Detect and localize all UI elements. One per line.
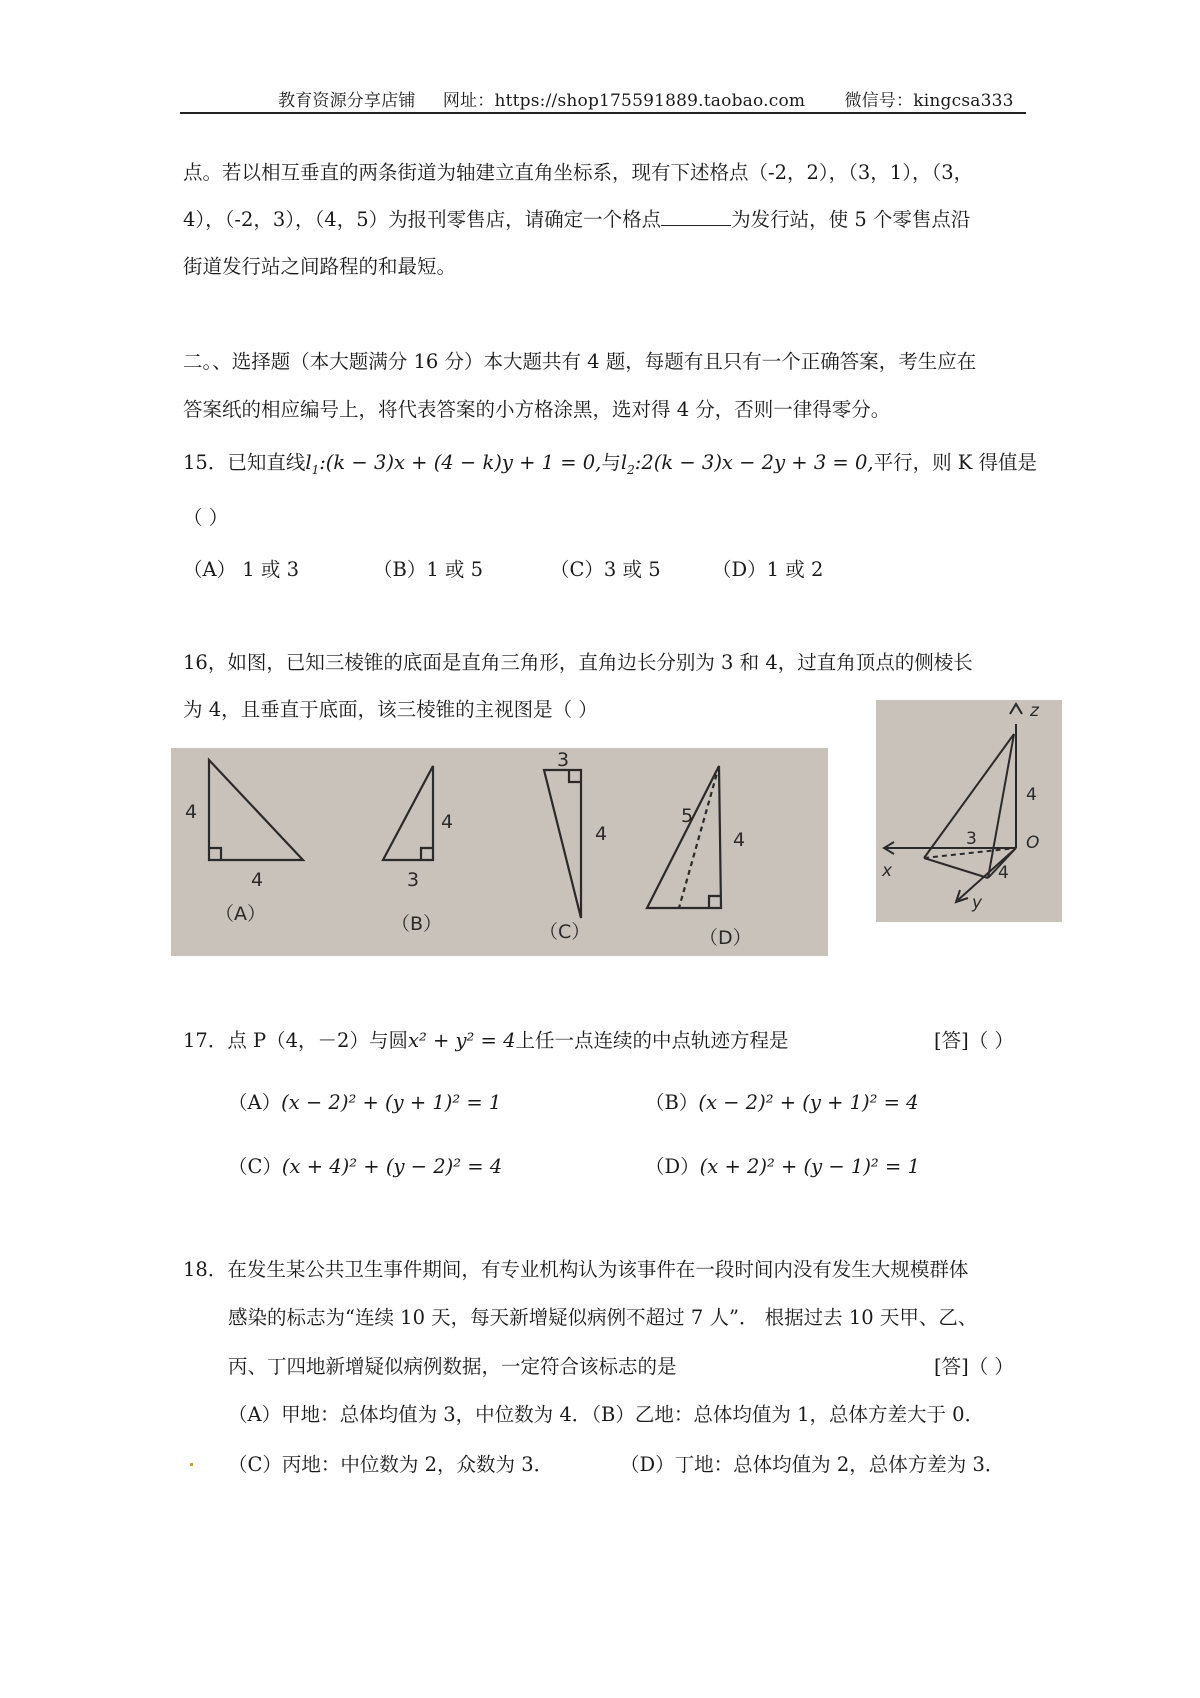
q15-answer-paren: （ ） bbox=[183, 506, 229, 529]
wechat-label: 微信号： bbox=[844, 91, 914, 111]
b-choice-label: （B） bbox=[391, 913, 443, 935]
section2-line-2: 答案纸的相应编号上，将代表答案的小方格涂黑，选对得 4 分，否则一律得零分。 bbox=[183, 398, 891, 421]
d-hyp-label: 5 bbox=[681, 805, 694, 827]
right-angle-c bbox=[569, 770, 581, 782]
q16-line-1: 16，如图，已知三棱锥的底面是直角三角形，直角边长分别为 3 和 4，过直角顶点的侧棱长 bbox=[183, 651, 973, 674]
shop-name: 教育资源分享店铺 bbox=[278, 91, 416, 111]
a-side-label: 4 bbox=[185, 801, 198, 823]
z-label: z bbox=[1030, 701, 1039, 721]
a-base-label: 4 bbox=[251, 869, 264, 891]
triangle-c bbox=[544, 770, 581, 918]
q17-answer: [答]（ ） bbox=[934, 1029, 1014, 1052]
answer-blank bbox=[661, 205, 731, 226]
c-choice-label: （C） bbox=[539, 921, 591, 943]
q16-pyramid-figure bbox=[876, 700, 1062, 922]
a-choice-label: （A） bbox=[215, 903, 266, 925]
q18-options-ab: （A）甲地：总体均值为 3，中位数为 4．（B）乙地：总体均值为 1，总体方差大于 0． bbox=[228, 1403, 985, 1426]
q18-answer: [答]（ ） bbox=[934, 1355, 1014, 1378]
d-side-label: 4 bbox=[733, 829, 746, 851]
y-label: y bbox=[972, 893, 983, 913]
triangle-d bbox=[647, 766, 721, 908]
base-label: 4 bbox=[998, 863, 1009, 883]
url-label: 网址： bbox=[442, 91, 495, 111]
stray-dot bbox=[190, 1463, 193, 1466]
q17-option-b: （B）(x − 2)² + (y + 1)² = 4 bbox=[645, 1091, 919, 1114]
dashed-leg bbox=[924, 848, 1016, 858]
l1-symbol: $l_1$ bbox=[305, 451, 320, 477]
triangle-a bbox=[209, 760, 303, 860]
right-angle-b bbox=[421, 848, 433, 860]
q18-line-3: 丙、丁四地新增疑似病例数据，一定符合该标志的是 bbox=[228, 1355, 677, 1378]
b-base-label: 3 bbox=[407, 869, 420, 891]
q17-option-c: （C）(x + 4)² + (y − 2)² = 4 bbox=[228, 1155, 503, 1178]
edge-apex-b bbox=[988, 734, 1014, 878]
q16-choices-figure bbox=[171, 748, 828, 956]
l2-symbol: $l_2$ bbox=[620, 451, 635, 477]
q18-line-1: 18．在发生某公共卫生事件期间，有专业机构认为该事件在一段时间内没有发生大规模群体 bbox=[183, 1258, 969, 1281]
c-top-label: 3 bbox=[557, 749, 570, 771]
b-side-label: 4 bbox=[441, 811, 454, 833]
dashed-edge-d bbox=[679, 766, 719, 908]
continuation-line-3: 街道发行站之间路程的和最短。 bbox=[183, 255, 457, 278]
right-angle-a bbox=[209, 848, 221, 860]
q17-option-a: （A）(x − 2)² + (y + 1)² = 1 bbox=[228, 1091, 502, 1114]
triangle-b bbox=[383, 766, 433, 860]
wechat-id: kingcsa333 bbox=[913, 91, 1014, 111]
right-angle-d bbox=[709, 896, 721, 908]
q15-option-d: （D）1 或 2 bbox=[712, 558, 824, 581]
section2-line-1: 二。、选择题（本大题满分 16 分）本大题共有 4 题，每题有且只有一个正确答案，考生应在 bbox=[183, 350, 977, 373]
continuation-line-2: 4），（-2，3），（4，5）为报刊零售店，请确定一个格点 为发行站，使 5 个零售点沿 bbox=[183, 205, 970, 234]
leg-label: 3 bbox=[966, 829, 977, 849]
origin-label: O bbox=[1026, 833, 1040, 853]
q16-line-2: 为 4，且垂直于底面，该三棱锥的主视图是（ ） bbox=[183, 698, 598, 721]
continuation-line-1: 点。若以相互垂直的两条街道为轴建立直角坐标系，现有下述格点（-2，2），（3，1），（3， bbox=[183, 161, 974, 184]
x-label: x bbox=[882, 861, 893, 881]
c-side-label: 4 bbox=[595, 823, 608, 845]
q18-option-d: （D）丁地：总体均值为 2，总体方差为 3． bbox=[620, 1453, 1005, 1476]
q15-option-b: （B）1 或 5 bbox=[373, 558, 484, 581]
header-divider bbox=[180, 112, 1026, 114]
circle-equation: x² + y² = 4 bbox=[407, 1029, 516, 1052]
q18-option-c: （C）丙地：中位数为 2，众数为 3． bbox=[228, 1453, 554, 1476]
question-17: 17．点 P（4，－2）与圆x² + y² = 4上任一点连续的中点轨迹方程是 bbox=[183, 1029, 789, 1052]
z-arrow bbox=[1010, 704, 1022, 714]
d-choice-label: （D） bbox=[699, 927, 752, 949]
q18-line-2: 感染的标志为“连续 10 天，每天新增疑似病例不超过 7 人”． 根据过去 10 天甲、乙、 bbox=[228, 1306, 978, 1329]
q17-option-d: （D）(x + 2)² + (y − 1)² = 1 bbox=[645, 1155, 920, 1178]
shop-url: https://shop175591889.taobao.com bbox=[494, 91, 806, 111]
q15-option-c: （C）3 或 5 bbox=[550, 558, 661, 581]
base-edge bbox=[924, 858, 988, 878]
q15-option-a: （A） 1 或 3 bbox=[183, 558, 299, 581]
height-label: 4 bbox=[1026, 785, 1037, 805]
page-header bbox=[278, 86, 1014, 111]
question-15: 15．已知直线$l_1:(k - 3)x + (4 - k)y + 1 = 0$,与$l_2:2(k - 3)x - 2y + 3 = 0$,平行，则 K 得值是 bbox=[183, 451, 1038, 477]
